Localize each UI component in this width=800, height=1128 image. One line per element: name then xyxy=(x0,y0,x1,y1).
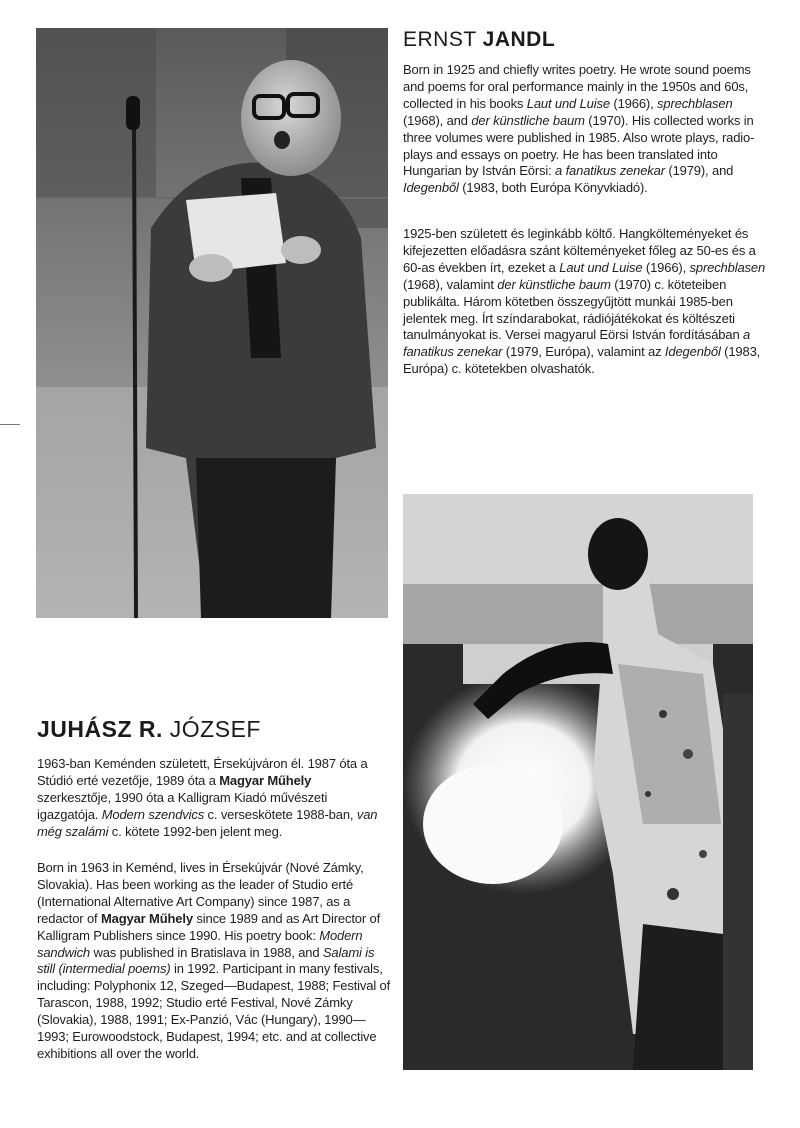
text-run: was published in Bratislava in 1988, and xyxy=(90,944,323,960)
juhasz-performance-photo xyxy=(403,494,753,1070)
italic-title: Laut und Luise xyxy=(526,95,610,111)
text-run: Born in 1963 in Keménd, lives in Érsekújvár (Nové Zámky, Slovakia). Has been working as the leader of Studio erté (International Alternative Art Company) since 1987, as a redactor of xyxy=(37,860,364,926)
jandl-name-heading xyxy=(403,28,555,52)
juhasz-first-name: JÓZSEF xyxy=(169,716,261,742)
jandl-photo xyxy=(36,28,388,618)
bold-name: Magyar Műhely xyxy=(219,772,312,788)
italic-title: Modern szendvics xyxy=(101,806,205,822)
text-run: (1966), xyxy=(609,95,658,111)
text-run: (1979), and xyxy=(664,163,734,179)
text-run: since 1989 and as Art Director of Kalligram Publishers since 1990. His poetry book: xyxy=(37,910,381,943)
italic-title: Idegenből xyxy=(664,344,721,360)
text-run: 1925-ben született és leginkább költő. Hangkölteményeket és kifejezetten előadásra szánt költeményeket főleg az 50-es és a 60-as években írt, ezeket a xyxy=(403,226,756,275)
juhasz-last-name: JUHÁSZ R. xyxy=(37,716,163,742)
italic-title: sprechblasen xyxy=(689,259,766,275)
text-run: (1966), xyxy=(642,259,690,275)
italic-title: Laut und Luise xyxy=(559,259,643,275)
jandl-last-name: JANDL xyxy=(482,28,556,51)
text-run: Born in 1925 and chiefly writes poetry. He wrote sound poems and poems for oral performance mainly in the 1950s and 60s, collected in his books xyxy=(403,62,751,111)
text-run: in 1992. Participant in many festivals, including: Polyphonix 12, Szeged—Budapest, 1988; Festival of Tarascon, 1988, 1992; Studio erté Festival, Nové Zámky (Slovakia), 1988, 1991; Ex-Panzió, Vác (Hungary), 1990—1993; Eurowoodstock, Budapest, 1994; etc. and at collective exhibitions all over the world. xyxy=(37,961,391,1061)
italic-title: a fanatikus zenekar xyxy=(555,163,665,179)
bold-name: Magyar Műhely xyxy=(100,910,193,926)
juhasz-bio-hungarian xyxy=(37,756,387,841)
text-run: (1970). His collected works in three volumes were published in 1985. Also wrote plays, radio-plays and essays on poetry. He has been translated into Hungarian by István Eörsi: xyxy=(403,112,755,179)
jandl-bio-hungarian xyxy=(403,226,775,378)
text-run: (1979, Európa), valamint az xyxy=(502,344,665,360)
italic-title: Salami is still (intermedial poems) xyxy=(37,944,375,977)
italic-title: van még szalámi xyxy=(37,806,378,839)
text-run: c. kötete 1992-ben jelent meg. xyxy=(108,823,283,839)
italic-title: der künstliche baum xyxy=(497,276,611,292)
italic-title: sprechblasen xyxy=(657,95,733,111)
jandl-bio-english xyxy=(403,62,775,197)
italic-title: a fanatikus zenekar xyxy=(403,327,751,360)
italic-title: der künstliche baum xyxy=(471,112,585,128)
text-run: (1983, Európa) c. kötetekben olvashatók. xyxy=(403,344,761,377)
text-run: (1983, both Európa Könyvkiadó). xyxy=(458,180,648,196)
margin-mark xyxy=(0,424,20,425)
text-run: (1970) c. köteteiben publikálta. Három kötetben összegyűjtött munkái 1985-ben jelentek meg. Írt színdarabokat, rádiójátékokat és költészeti tanulmányokat is. Versei magyarul Eörsi István fordításában xyxy=(403,276,744,343)
text-run: (1968), and xyxy=(403,112,472,128)
italic-title: Modern sandwich xyxy=(37,927,363,960)
jandl-first-name: ERNST xyxy=(403,28,477,51)
juhasz-name-heading xyxy=(37,716,261,743)
text-run: szerkesztője, 1990 óta a Kalligram Kiadó művészeti igazgatója. xyxy=(37,789,328,822)
text-run: (1968), valamint xyxy=(403,276,498,292)
italic-title: Idegenből xyxy=(403,180,459,196)
text-run: c. verseskötete 1988-ban, xyxy=(204,806,357,822)
juhasz-bio-english xyxy=(37,860,392,1063)
text-run: 1963-ban Keménden született, Érsekújváron él. 1987 óta a Stúdió erté vezetője, 1989 óta a xyxy=(37,756,368,788)
